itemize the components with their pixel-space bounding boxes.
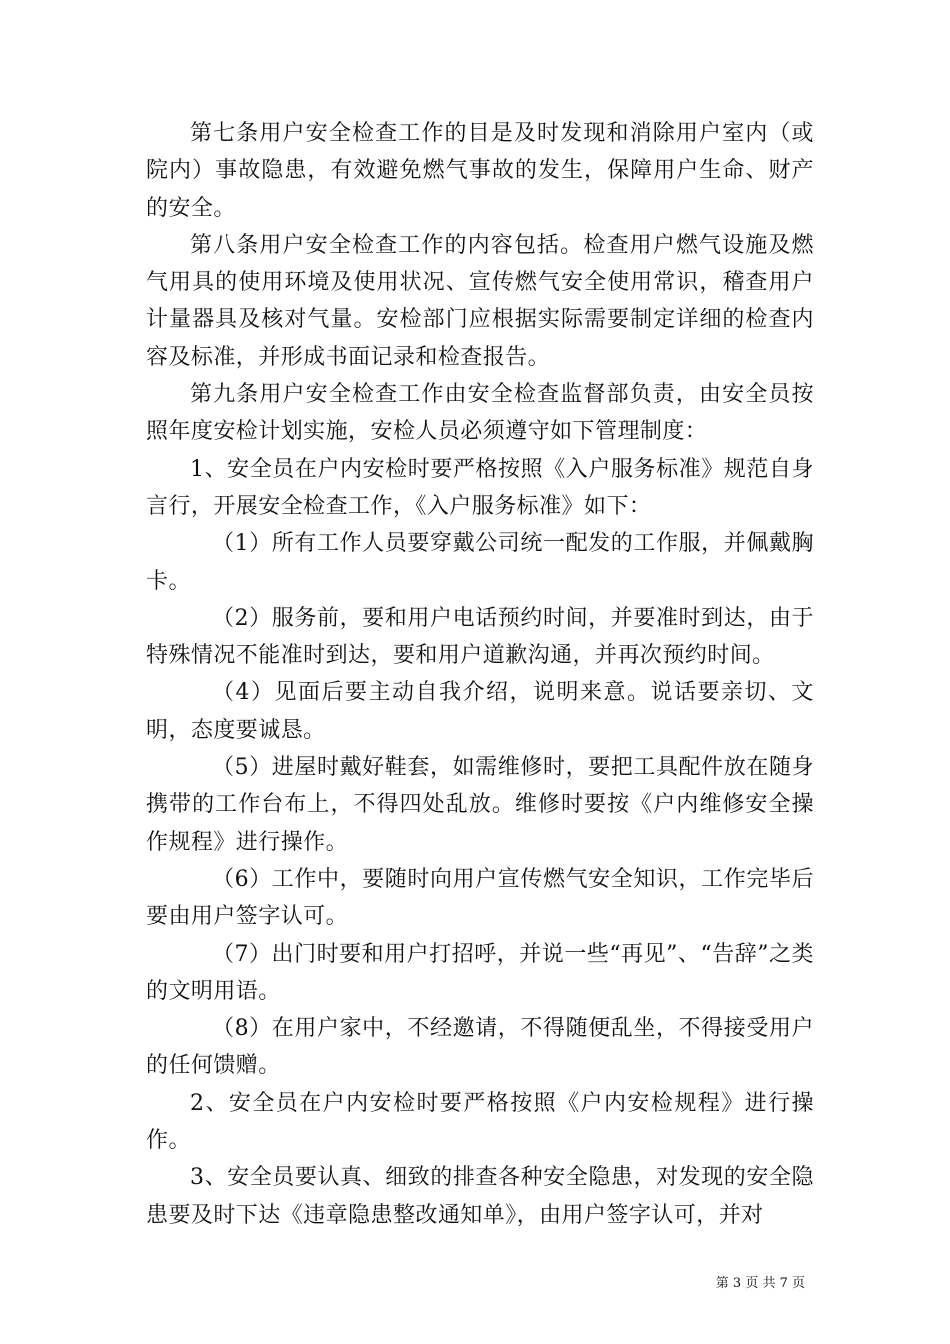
paragraph-subitem-6: （6）工作中，要随时向用户宣传燃气安全知识，工作完毕后要由用户签字认可。 xyxy=(146,866,814,930)
paragraph-subitem-1: （1）所有工作人员要穿戴公司统一配发的工作服，并佩戴胸卡。 xyxy=(146,531,814,594)
paragraph-subitem-7: （7）出门时要和用户打招呼，并说一些“再见”、“告辞”之类的文明用语。 xyxy=(146,941,814,1004)
paragraph-article-8: 第八条用户安全检查工作的内容包括。检查用户燃气设施及燃气用具的使用环境及使用状况、宣传燃气安全使用常识，稽查用户计量器具及核对气量。安检部门应根据实际需要制定详细的检查内容及标准，并形成书面记录和检查报告。 xyxy=(146,232,814,370)
paragraph-subitem-4: （4）见面后要主动自我介绍，说明来意。说话要亲切、文明，态度要诚恳。 xyxy=(146,680,814,743)
paragraph-subitem-8: （8）在用户家中，不经邀请，不得随便乱坐，不得接受用户的任何馈赠。 xyxy=(146,1016,814,1079)
paragraph-item-3: 3、安全员要认真、细致的排查各种安全隐患，对发现的安全隐患要及时下达《违章隐患整改通知单》，由用户签字认可，并对 xyxy=(146,1165,814,1228)
page-number-footer: 第 3 页 共 7 页 xyxy=(715,1276,805,1291)
paragraph-item-2: 2、安全员在户内安检时要严格按照《户内安检规程》进行操作。 xyxy=(146,1090,814,1154)
paragraph-article-7: 第七条用户安全检查工作的目是及时发现和消除用户室内（或院内）事故隐患，有效避免燃气事故的发生，保障用户生命、财产的安全。 xyxy=(146,121,814,221)
paragraph-subitem-2: （2）服务前，要和用户电话预约时间，并要准时到达，由于特殊情况不能准时到达，要和用户道歉沟通，并再次预约时间。 xyxy=(146,605,814,669)
document-body xyxy=(146,115,814,1234)
paragraph-article-9: 第九条用户安全检查工作由安全检查监督部负责，由安全员按照年度安检计划实施，安检人员必须遵守如下管理制度： xyxy=(146,382,814,445)
paragraph-subitem-5: （5）进屋时戴好鞋套，如需维修时，要把工具配件放在随身携带的工作台布上，不得四处乱放。维修时要按《户内维修安全操作规程》进行操作。 xyxy=(146,755,814,855)
paragraph-item-1: 1、安全员在户内安检时要严格按照《入户服务标准》规范自身言行，开展安全检查工作，《入户服务标准》如下： xyxy=(146,456,814,519)
